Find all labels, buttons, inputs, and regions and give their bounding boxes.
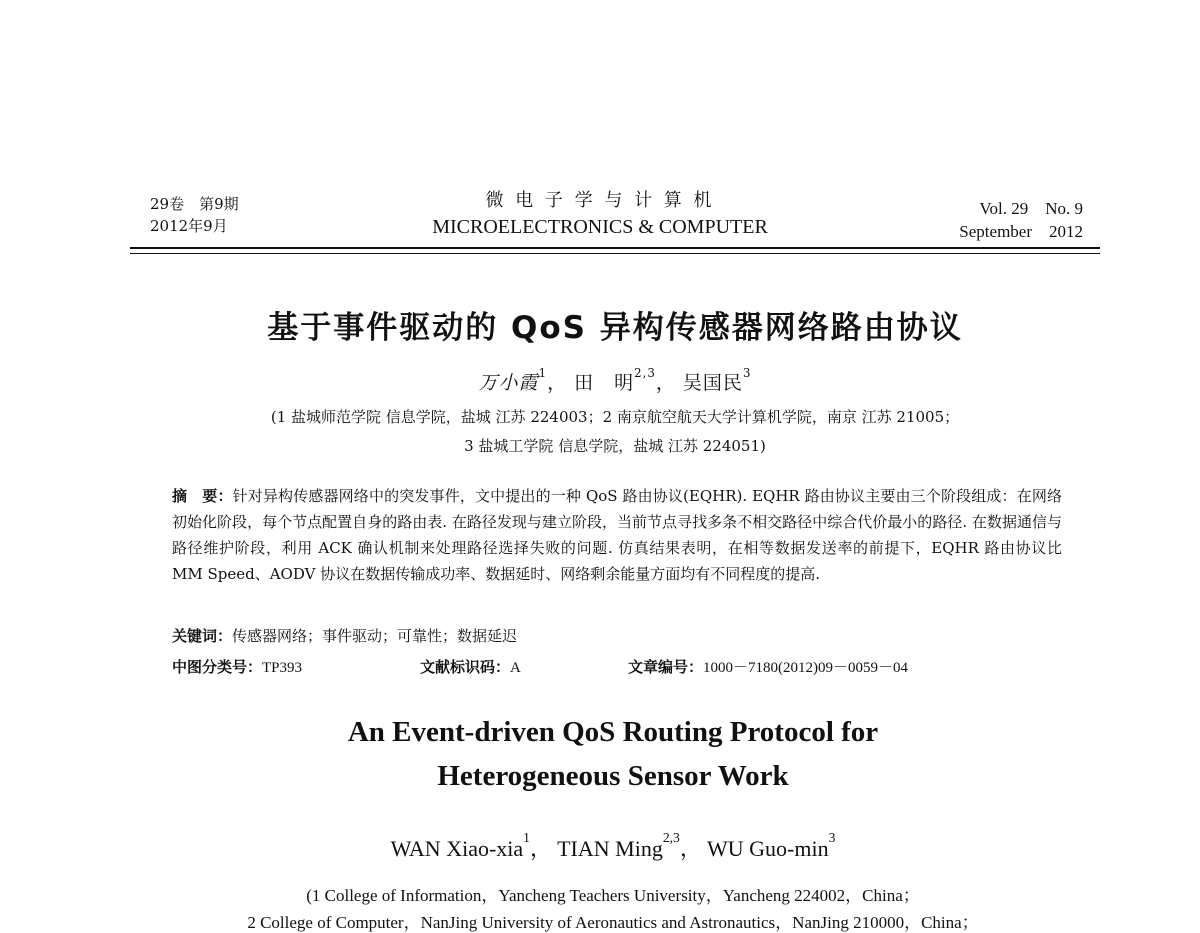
author-name-cn: 田 明 (574, 372, 635, 394)
affiliation-en-line: (1 College of Information，Yancheng Teachers University，Yancheng 224002，China； (306, 886, 920, 905)
keywords-line (172, 625, 517, 646)
abstract-label: 摘 要： (172, 487, 233, 505)
header-date-cn: 2012年9月 (150, 217, 228, 235)
affiliation-cn-line: (1 盐城师范学院 信息学院，盐城 江苏 224003；2 南京航空航天大学计算机学院，南京 江苏 21005； (270, 408, 960, 426)
keywords-label: 关键词： (172, 627, 233, 645)
author-affiliation-mark: 2,3 (662, 830, 680, 845)
affiliation-en-line: 2 College of Computer，NanJing University of Aeronautics and Astronautics，NanJing 210000，China； (247, 913, 979, 932)
author-separator: ， (655, 372, 676, 394)
author-name-en: WAN Xiao-xia (390, 836, 524, 861)
header-rule-thin (130, 253, 1100, 254)
header-journal-block (360, 188, 840, 240)
affiliation-cn-line: 3 盐城工学院 信息学院，盐城 江苏 224051) (464, 437, 766, 455)
keywords-text: 传感器网络；事件驱动；可靠性；数据延迟 (232, 627, 518, 645)
journal-name-cn: 微 电 子 学 与 计 算 机 (485, 190, 715, 211)
author-name-cn: 万小霞 (478, 372, 539, 394)
paper-title-en-line1: An Event-driven QoS Routing Protocol for (347, 716, 879, 748)
document-code-value: A (510, 660, 521, 676)
header-rule-thick (130, 247, 1100, 249)
header-date-en: September 2012 (959, 222, 1083, 241)
author-list-cn (0, 368, 1200, 395)
article-number-value: 1000－7180(2012)09－0059－04 (703, 660, 909, 676)
author-name-en: WU Guo-min (706, 836, 829, 861)
clc-value: TP393 (262, 660, 303, 676)
author-separator: ， (679, 836, 702, 861)
author-name-en: TIAN Ming (557, 836, 663, 861)
clc-number (172, 656, 302, 677)
author-separator: ， (529, 836, 552, 861)
author-affiliation-mark: 3 (828, 830, 836, 845)
paper-title-cn: 基于事件驱动的 QoS 异构传感器网络路由协议 (267, 310, 963, 346)
author-affiliation-mark: 1 (538, 366, 548, 380)
header-volume-issue: 29卷 第9期 (150, 195, 239, 213)
paper-title-en-line2: Heterogeneous Sensor Work (437, 760, 789, 792)
abstract-text: 针对异构传感器网络中的突发事件，文中提出的一种 QoS 路由协议(EQHR). EQHR 路由协议主要由三个阶段组成：在网络初始化阶段，每个节点配置自身的路由表. 在路径发现与建立阶段，当前节点寻找多条不相交路径中综合代价最小的路径. 在数据通信与路径维护阶段，利用 ACK 确认机制来处理路径选择失败的问题. 仿真结果表明，在相等数据发送率的前提下，EQHR 路由协议比 MM Speed、AODV 协议在数据传输成功率、数据延时、网络剩余能量方面均有不同程度的提高. (172, 487, 1062, 583)
abstract-cn (172, 483, 1062, 587)
author-name-cn: 吴国民 (682, 372, 743, 394)
clc-label: 中图分类号： (172, 658, 263, 676)
author-list-en (0, 832, 1200, 863)
header-vol-no: Vol. 29 No. 9 (979, 199, 1083, 218)
article-number (628, 656, 908, 677)
article-number-label: 文章编号： (628, 658, 704, 676)
document-code (420, 656, 521, 677)
author-separator: ， (547, 372, 568, 394)
author-affiliation-mark: 1 (523, 830, 530, 845)
header-vol-block (959, 197, 1083, 243)
author-affiliation-mark: 3 (742, 366, 752, 380)
header-volume-block (150, 193, 239, 237)
author-affiliation-mark: 2,3 (634, 366, 656, 380)
journal-name-en: MICROELECTRONICS & COMPUTER (432, 216, 768, 238)
document-code-label: 文献标识码： (420, 658, 511, 676)
